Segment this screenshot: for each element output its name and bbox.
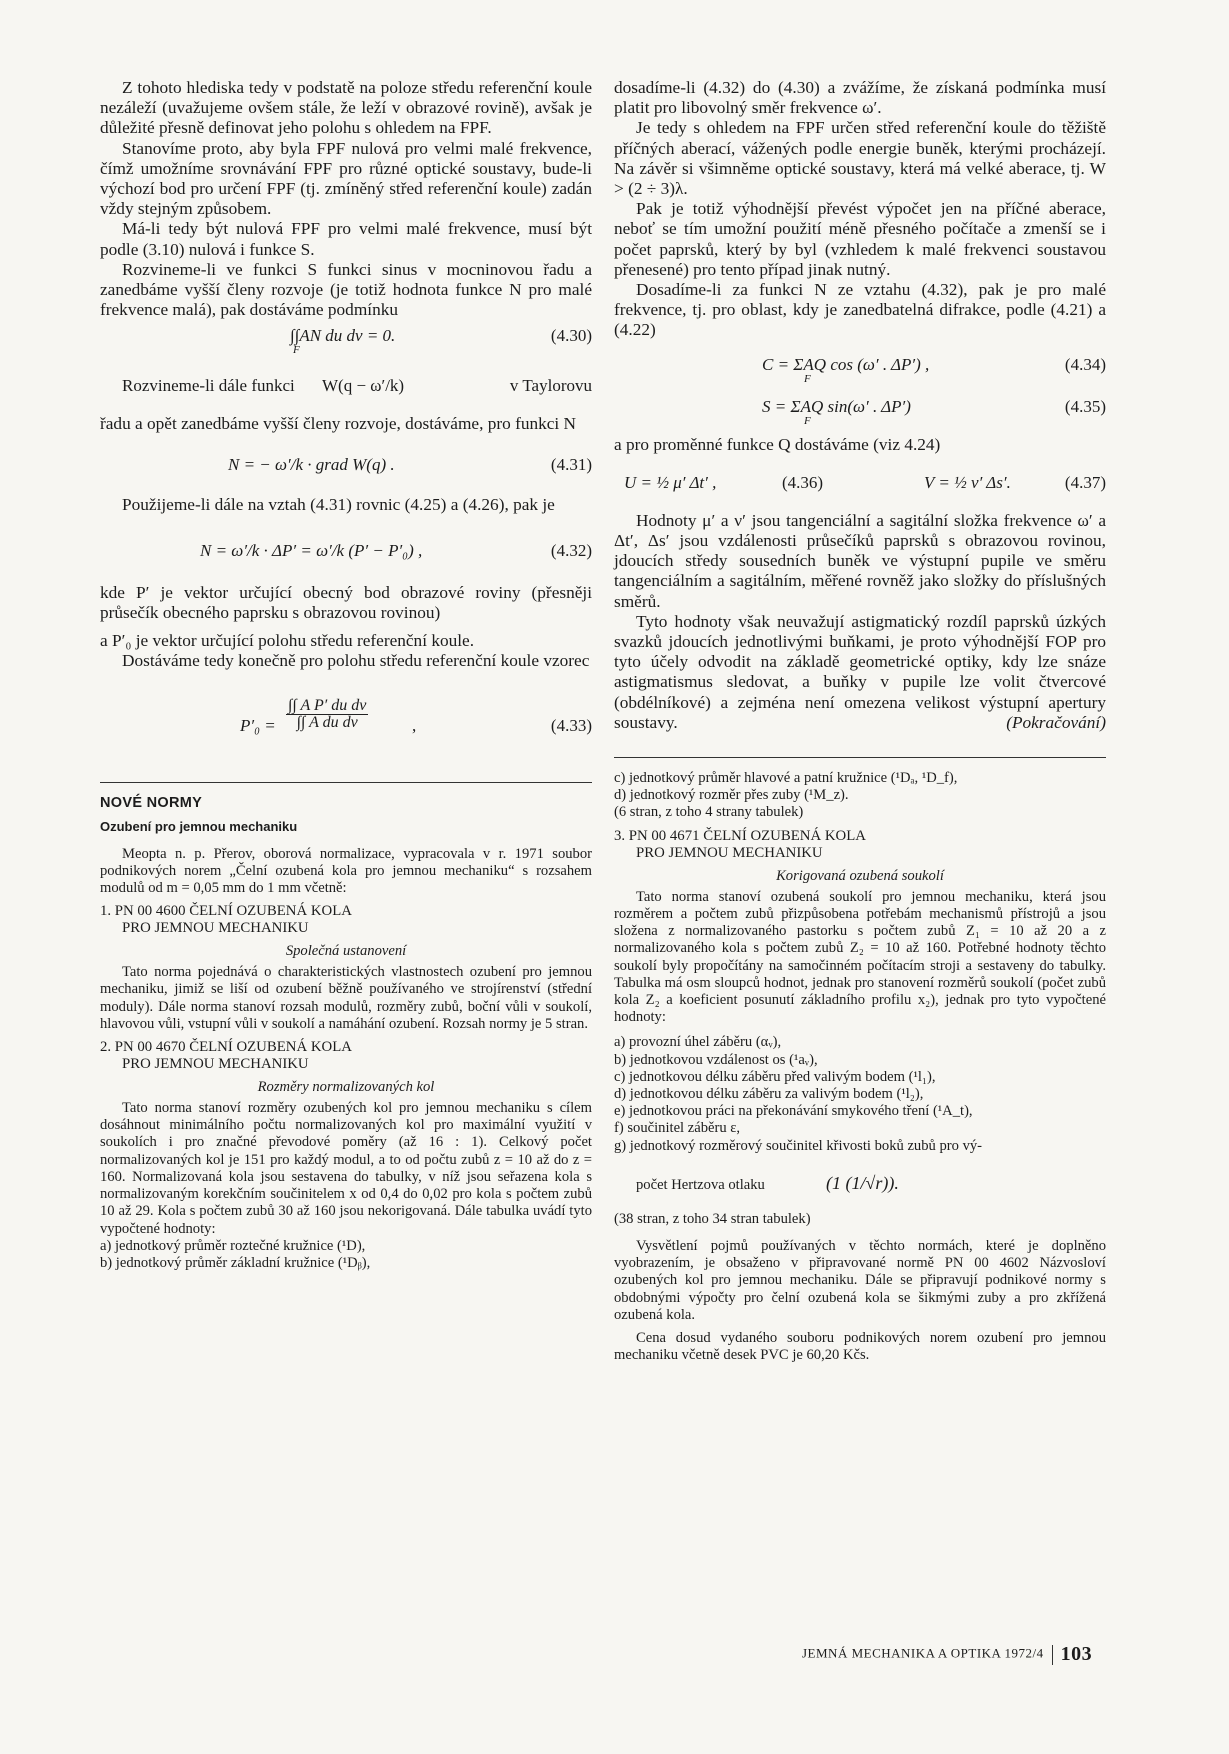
list-item: d) jednotkovou délku záběru za valivým bodem (¹l₂), (614, 1085, 924, 1102)
page-number: 103 (1060, 1643, 1093, 1665)
equation-4-30: ∫∫AN du dv = 0. F (4.30) (290, 326, 592, 357)
hertz-line: počet Hertzova otlaku (1 (1/√r)). (636, 1172, 899, 1193)
page-count: (6 stran, z toho 4 strany tabulek) (614, 804, 804, 821)
paragraph: dosadíme-li (4.32) do (4.30) a zvážíme, že získaná podmínka musí platit pro libovolný směr frekvence ω′. (614, 78, 1106, 118)
paragraph: Tyto hodnoty však neuvažují astigmatický rozdíl paprsků úzkých svazků jdoucích jednotlivými buňkami, je proto výhodnější FOP pro tyto účely odvodit na základě geometrické optiky, kdy lze snáze astigmatismus sledovat, a buňky v pupile lze volit čtvercové (obdélníkové) a zejména není omezena velikost výstupní apertury soustavy. (Pokračování) (614, 611, 1106, 732)
page-count: (38 stran, z toho 34 stran tabulek) (614, 1210, 811, 1227)
paragraph: Dostáváme tedy konečně pro polohu středu referenční koule vzorec (122, 651, 590, 671)
paragraph: Je tedy s ohledem na FPF určen střed referenční koule do těžiště příčných aberací, vážených podle energie buněk, kterými procházejí. Na závěr si všimněme optické soustavy, která má velké aberace, tj. W > (2 ÷ 3)λ. (614, 118, 1106, 199)
footer-separator (1052, 1645, 1053, 1665)
divider (100, 782, 592, 783)
paragraph: Použijeme-li dále na vztah (4.31) rovnic (4.25) a (4.26), pak je (122, 494, 555, 514)
paragraph: Cena dosud vydaného souboru podnikových norem ozubení pro jemnou mechaniku včetně desek PVC je 60,20 Kčs. (614, 1329, 1106, 1364)
equation-4-35: S = ΣAQ sin(ω′ . ΔP′) F (4.35) (762, 396, 1106, 427)
list-item: b) jednotkový průměr základní kružnice (¹Dᵦ), (100, 1254, 371, 1271)
standard-heading: 1. PN 00 4600 ČELNÍ OZUBENÁ KOLA PRO JEMNOU MECHANIKU (100, 903, 352, 937)
paragraph: Tato norma pojednává o charakteristických vlastnostech ozubení pro jemnou mechaniku, jimiž se liší od ozubení běžně používaného ve strojírenství (střední moduly). Dále norma stanoví rozsah modulů, rozměry zubů, boční vůli v soukolí, hlavovou vůli, vstupní vůli v soukolí a namáhání ozubení. Rozsah normy je 5 stran. (100, 964, 592, 1032)
paragraph: kde P′ je vektor určující obecný bod obrazové roviny (přesněji průsečík obecného paprsku s obrazovou rovinou) (100, 582, 592, 623)
list-item: a) jednotkový průměr roztečné kružnice (¹D), (100, 1237, 366, 1254)
standard-heading: 3. PN 00 4671 ČELNÍ OZUBENÁ KOLA PRO JEMNOU MECHANIKU (614, 827, 866, 861)
value-list (614, 1034, 1106, 1154)
section-subtitle: Ozubení pro jemnou mechaniku (100, 818, 298, 834)
paragraph: Meopta n. p. Přerov, oborová normalizace, vypracovala v r. 1971 soubor podnikových norem „Čelní ozubená kola pro jemnou mechaniku“ s rozsahem modulů od m = 0,05 mm do 1 mm včetně: (100, 845, 592, 897)
list-item: b) jednotkovou vzdálenost os (¹aᵥ), (614, 1051, 818, 1068)
paragraph: řadu a opět zanedbáme vyšší členy rozvoje, dostáváme, pro funkci N (100, 414, 577, 434)
equation-4-36-37: U = ½ μ′ Δt′ , (4.36) V = ½ ν′ Δs′. (4.37) (624, 472, 1106, 492)
paragraph: Hodnoty μ′ a ν′ jsou tangenciální a sagitální složka frekvence ω′ a Δt′, Δs′ jsou vzdálenosti průsečíků paprsků s obrazovou rovinou, jdoucích středy sousedních buněk ve výstupní pupile ve směru tangenciálním a sagitálním, měřené rovněž jako složky do příslušných směrů. (614, 510, 1106, 611)
standard-subtitle: Společná ustanovení (285, 943, 407, 960)
equation-4-33: P′₀ = $\frac{\text{∫∫ A P′ du dv}}{\text{∫∫ A du dv}}$ , (4.33) (240, 696, 592, 735)
equation-4-34: C = ΣAQ cos (ω′ . ΔP′) , F (4.34) (762, 354, 1106, 385)
list-item: a) provozní úhel záběru (αᵥ), (614, 1034, 782, 1051)
section-title: NOVÉ NORMY (100, 794, 203, 811)
paragraph: Z tohoto hlediska tedy v podstatě na poloze středu referenční koule nezáleží (uvažujeme ovšem stále, že leží v obrazové rovině), avšak je důležité přesně definovat jeho polohu s ohledem na FPF. (100, 78, 592, 138)
equation-4-31: N = − ω′/k · grad W(q) . (4.31) (228, 454, 592, 474)
journal-name: JEMNÁ MECHANIKA A OPTIKA 1972/4 (802, 1645, 1044, 1661)
divider (614, 757, 1106, 758)
paragraph: Dosadíme-li za funkci N ze vztahu (4.32), pak je pro malé frekvence, tj. pro oblast, kdy je zanedbatelná difrakce, podle (4.21) a (4.22) (614, 280, 1106, 340)
list-item: c) jednotkovou délku záběru před valivým bodem (¹l₁), (614, 1068, 936, 1085)
list-item: c) jednotkový průměr hlavové a patní kružnice (¹Dₐ, ¹D_f), (614, 770, 958, 787)
paragraph: a pro proměnné funkce Q dostáváme (viz 4.24) (614, 434, 941, 454)
taylor-line: Rozvineme-li dále funkci W(q − ω′/k) v Taylorovu (122, 376, 592, 396)
list-item: g) jednotkový rozměrový součinitel křivosti boků zubů pro vý- (614, 1137, 983, 1154)
standard-heading: 2. PN 00 4670 ČELNÍ OZUBENÁ KOLA PRO JEMNOU MECHANIKU (100, 1039, 352, 1073)
right-column (614, 78, 1106, 1364)
paragraph: Stanovíme proto, aby byla FPF nulová pro velmi malé frekvence, čímž umožníme srovnávání FPF pro různé optické soustavy, bude-li výchozí bod pro určení FPF (tj. zmíněný střed referenční koule) zadán vždy stejným způsobem. (100, 138, 592, 219)
paragraph: Tato norma stanoví rozměry ozubených kol pro jemnou mechaniku s cílem dosáhnout minimálního počtu normalizovaných kol pro maximální využití v soukolích i pro značné převodové poměry (až 16 : 1). Celkový počet normalizovaných kol je 151 pro každý modul, a to od počtu zubů z = 10 až do z = 160. Normalizovaná kola jsou sestavena do tabulky, v níž jsou seřazena kola s normalizovaným korekčním součinitelem x od 0,4 do 0,02 pro kola s počtem zubů 10 až 29. Kola s počtem zubů 30 až 160 jsou nekorigovaná. Dále tabulka uvádí tyto vypočtené hodnoty: (100, 1100, 592, 1237)
paragraph: Má-li tedy být nulová FPF pro velmi malé frekvence, musí být podle (3.10) nulová i funkce S. (100, 219, 592, 259)
paragraph: Pak je totiž výhodnější převést výpočet jen na příčné aberace, neboť se tím umožní použití méně přesného počítače a zmenší se i počet paprsků, který by byl (vzhledem k malé frekvenci soustavou přenesené) pro tento případ jinak nutný. (614, 199, 1106, 279)
standard-subtitle: Korigovaná ozubená soukolí (776, 867, 944, 884)
paragraph: Rozvineme-li ve funkci S funkci sinus v mocninovou řadu a zanedbáme vyšší členy rozvoje (je totiž hodnota funkce N pro malé frekvence malá), pak dostáváme podmínku (100, 259, 592, 320)
equation-4-32: N = ω′/k · ΔP′ = ω′/k (P′ − P′₀) , (4.32) (200, 540, 592, 560)
page-footer (802, 1643, 1092, 1666)
list-item: d) jednotkový rozměr přes zuby (¹M_z). (614, 787, 849, 804)
list-item: e) jednotkovou práci na překonávání smykového tření (¹A_t), (614, 1103, 973, 1120)
paragraph: a P′₀ je vektor určující polohu středu referenční koule. (100, 631, 475, 651)
left-column (100, 78, 592, 1272)
paragraph: Tato norma stanoví ozubená soukolí pro jemnou mechaniku, která jsou rozměrem a počtem zubů přizpůsobena potřebám mechanismů přístrojů a jsou složena z normalizovaného pastorku s počtem zubů Z₁ = 10 až 20 a z normalizovaného kola s počtem zubů Z₂ = 10 až 160. Potřebné hodnoty těchto soukolí byly propočítány na samočinném počítacím stroji a sestaveny do tabulky. Tabulka má osm sloupců hodnot, jednak pro stanovení rozměrů soukolí (počet zubů kola Z₂ a koeficient posunutí základního profilu x₂), jednak pro tyto vypočtené hodnoty: (614, 888, 1106, 1026)
standard-subtitle: Rozměry normalizovaných kol (257, 1079, 435, 1096)
paragraph: Vysvětlení pojmů používaných v těchto normách, které je doplněno vyobrazením, je obsaženo v připravované normě PN 00 4602 Názvosloví ozubených kol pro jemnou mechaniku. Dále se připravují podnikové normy s obdobnými výpočty pro čelní ozubená kola se šikmými zuby a pro zkřížená ozubená kola. (614, 1237, 1106, 1323)
list-item: f) součinitel záběru ε, (614, 1120, 741, 1137)
